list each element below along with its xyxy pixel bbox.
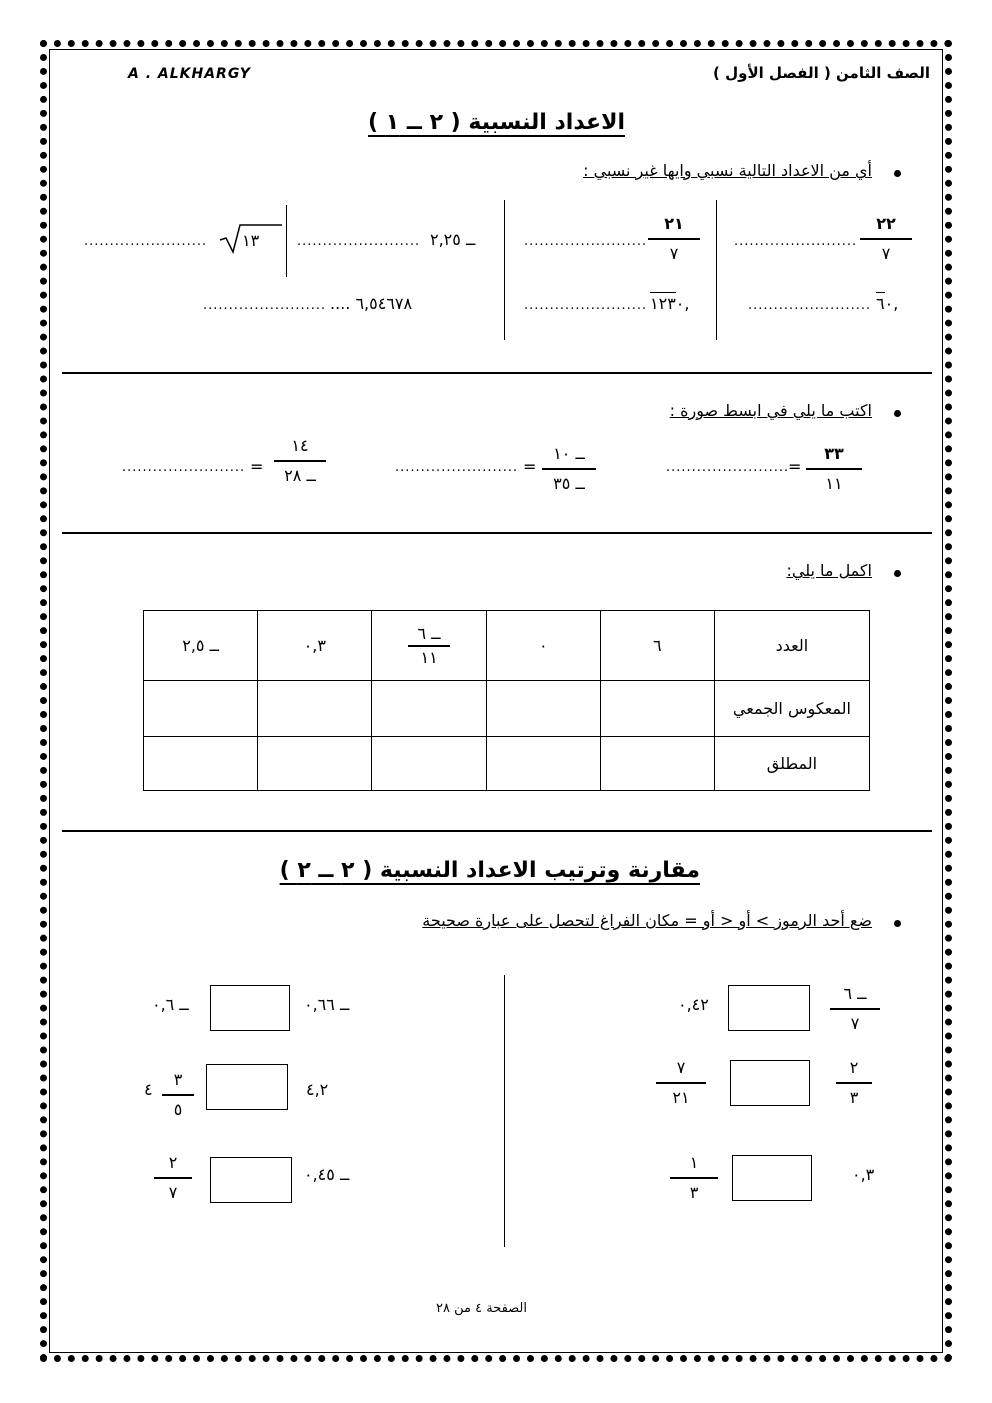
answer-cell[interactable] (600, 681, 714, 737)
repeating-0-123: ١٢٣٠, (650, 294, 690, 313)
row-label: المعكوس الجمعي (714, 681, 869, 737)
table-cell: ــ ٢,٥ (144, 611, 258, 681)
answer-cell[interactable] (258, 737, 372, 791)
divider-vertical (286, 205, 287, 277)
bullet-icon (894, 920, 901, 927)
bullet-icon (894, 410, 901, 417)
answer-cell[interactable] (144, 737, 258, 791)
fraction-21-7: ٢١ ٧ (648, 214, 700, 264)
equals-sign: = (523, 457, 537, 476)
complete-table (143, 610, 870, 791)
answer-blank[interactable]: ........................ (524, 298, 648, 313)
fraction-2-3: ٢ ٣ (836, 1058, 872, 1108)
value-neg-0-66: ــ ٠,٦٦ (304, 995, 350, 1014)
bullet-icon (894, 170, 901, 177)
row-label: العدد (714, 611, 869, 681)
table-cell: ٦ (600, 611, 714, 681)
fraction-22-7: ٢٢ ٧ (860, 214, 912, 264)
answer-cell[interactable] (258, 681, 372, 737)
divider-horizontal (62, 830, 932, 832)
answer-cell[interactable] (372, 681, 486, 737)
bullet-icon (894, 570, 901, 577)
row-label: المطلق (714, 737, 869, 791)
value-neg-0-45: ــ ٠,٤٥ (304, 1165, 350, 1184)
page-number: الصفحة ٤ من ٢٨ (436, 1301, 527, 1316)
fraction-neg6-7: ــ ٦ ٧ (830, 984, 880, 1034)
sqrt-13-value: ١٣ (242, 231, 260, 250)
fraction-14-neg28: ١٤ ــ ٢٨ (274, 436, 326, 486)
table-cell: ــ ٦ ١١ (372, 611, 486, 681)
table-row (144, 737, 870, 791)
section4-title: مقارنة وترتيب الاعداد النسبية ( ٢ ــ ٢ ) (279, 858, 700, 883)
table-row (144, 681, 870, 737)
compare-box[interactable] (210, 1157, 292, 1203)
section3-question: اكمل ما يلي: (786, 561, 872, 580)
answer-cell[interactable] (486, 681, 600, 737)
answer-blank[interactable]: ........................ (666, 460, 790, 475)
section1-title: الاعداد النسبية ( ٢ ــ ١ ) (368, 110, 625, 135)
answer-blank[interactable]: ........................ (203, 298, 327, 313)
fraction-7-21: ٧ ٢١ (656, 1058, 706, 1108)
answer-blank[interactable]: ........................ (122, 460, 246, 475)
table-row (144, 611, 870, 681)
repeating-0-6: ٦٠, (876, 294, 899, 313)
answer-blank[interactable]: ........................ (734, 234, 858, 249)
number-neg-2-25: ــ ٢,٢٥ (430, 230, 476, 249)
fraction-1-3: ١ ٣ (670, 1153, 718, 1203)
table-cell: ٠,٣ (258, 611, 372, 681)
answer-cell[interactable] (600, 737, 714, 791)
divider-vertical (504, 200, 505, 340)
compare-box[interactable] (732, 1155, 812, 1201)
divider-horizontal (62, 372, 932, 374)
compare-box[interactable] (206, 1064, 288, 1110)
value-neg-0-6: ــ ٠,٦ (152, 995, 189, 1014)
answer-cell[interactable] (486, 737, 600, 791)
value-4-2: ٤,٢ (306, 1080, 329, 1099)
answer-blank[interactable]: ........................ (395, 460, 519, 475)
fraction-2-7: ٢ ٧ (154, 1153, 192, 1203)
grade-label: الصف الثامن ( الفصل الأول ) (713, 64, 930, 82)
mixed-whole-4: ٤ (144, 1080, 153, 1099)
value-0-3: ٠,٣ (852, 1165, 875, 1184)
divider-vertical (716, 200, 717, 340)
author-name: A . ALKHARGY (128, 66, 251, 82)
section4-question: ضع أحد الرموز > أو < أو = مكان الفراغ لتحصل على عبارة صحيحة (422, 911, 872, 930)
compare-box[interactable] (728, 985, 810, 1031)
compare-box[interactable] (210, 985, 290, 1031)
mixed-fraction-3-5: ٣ ٥ (162, 1070, 194, 1120)
answer-cell[interactable] (372, 737, 486, 791)
value-0-42: ٠,٤٢ (678, 995, 709, 1014)
answer-cell[interactable] (144, 681, 258, 737)
answer-blank[interactable]: ........................ (84, 234, 208, 249)
equals-sign: = (788, 457, 802, 476)
answer-blank[interactable]: ........................ (748, 298, 872, 313)
answer-blank[interactable]: ........................ (524, 234, 648, 249)
answer-blank[interactable]: ........................ (297, 234, 421, 249)
fraction-33-11: ٣٣ ١١ (806, 444, 862, 494)
section2-question: اكتب ما يلي في ابسط صورة : (669, 401, 872, 420)
divider-horizontal (62, 532, 932, 534)
number-6-54678: ٦,٥٤٦٧٨ .... (330, 294, 413, 313)
table-cell: ٠ (486, 611, 600, 681)
divider-vertical (504, 975, 505, 1247)
compare-box[interactable] (730, 1060, 810, 1106)
equals-sign: = (250, 457, 264, 476)
section1-question: أي من الاعداد التالية نسبي وايها غير نسبي : (583, 161, 872, 180)
fraction-neg10-neg35: ــ ١٠ ــ ٣٥ (542, 444, 596, 494)
